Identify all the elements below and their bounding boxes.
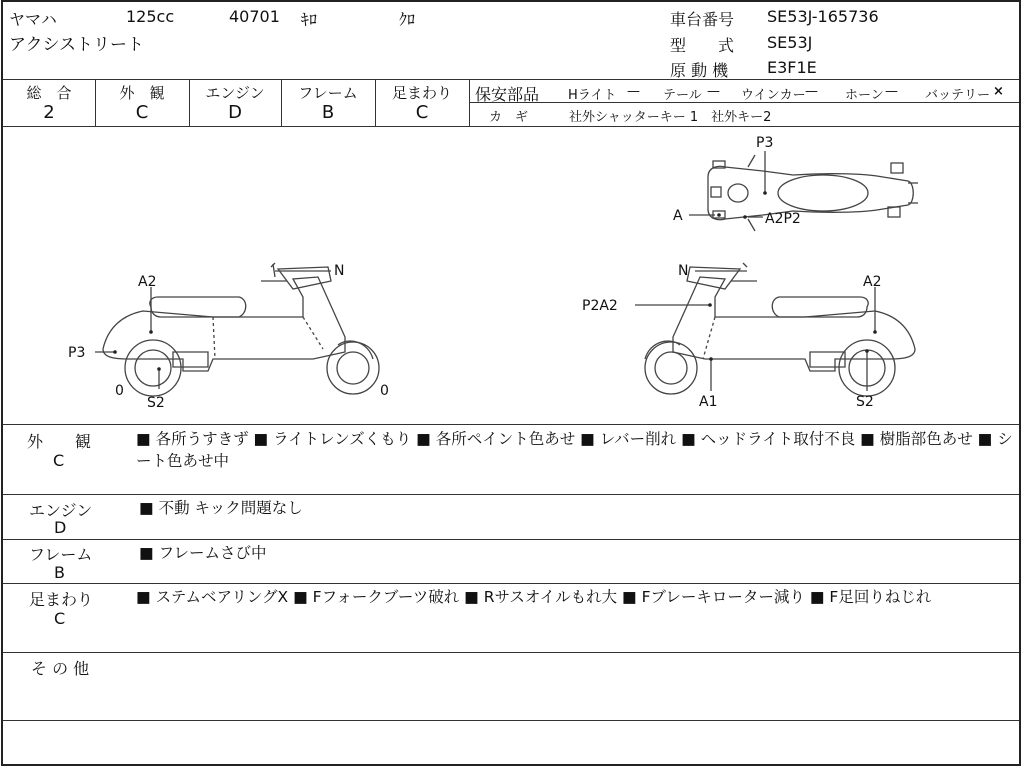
grade-label-exterior: 外 観	[119, 84, 165, 102]
mileage: 40701	[229, 7, 280, 26]
remark-label-engine: エンジン	[29, 501, 93, 520]
diagram-label: N	[678, 263, 689, 279]
headlight-value: —	[627, 84, 640, 99]
model-code: SE53J	[767, 33, 813, 52]
headlight-label: Hライト	[568, 88, 617, 103]
model-label: 型 式	[670, 36, 735, 55]
damage-diagram	[3, 127, 1023, 425]
grade-label-suspension: 足まわり	[391, 84, 452, 102]
frame-number-label: 車台番号	[670, 10, 735, 29]
battery-value: ×	[993, 84, 1004, 99]
grade-label-frame: フレーム	[298, 84, 358, 102]
displacement: 125cc	[126, 7, 175, 26]
grade-value-engine: D	[228, 102, 242, 123]
battery-label: バッテリー	[925, 88, 991, 103]
tail-value: —	[707, 84, 720, 99]
diagram-label: S2	[856, 394, 874, 410]
remark-label-exterior: 外 観	[27, 432, 92, 451]
grade-value-overall: 2	[43, 102, 55, 123]
remark-grade-exterior: C	[53, 451, 65, 470]
diagram-label: A2	[863, 274, 882, 290]
remark-text-engine: ■ 不動 キック問題なし	[139, 499, 303, 517]
divider	[3, 79, 1019, 80]
diagram-label: P3	[756, 135, 774, 151]
frame-number: SE53J-165736	[767, 7, 879, 26]
diagram-label: A2P2	[765, 211, 801, 227]
horn-label: ホーン	[845, 88, 884, 103]
diagram-label: A1	[699, 394, 718, 410]
remark-label-frame: フレーム	[29, 545, 93, 564]
diagram-label: P2A2	[582, 298, 618, 314]
grade-label-overall: 総 合	[26, 84, 72, 102]
mileage-unit: ｷﾛ	[301, 10, 318, 29]
grade-label-engine: エンジン	[205, 84, 265, 102]
diagram-label: P3	[68, 345, 86, 361]
diagram-label: A	[673, 208, 683, 224]
tail-label: テール	[663, 88, 702, 103]
remark-label-other: そ の 他	[31, 659, 90, 678]
diagram-label: 0	[380, 383, 389, 399]
remark-text-exterior: ■ 各所うすきず ■ ライトレンズくもり ■ 各所ペイント色あせ ■ レバー削れ ■ ヘッドライト取付不良 ■ 樹脂部色あせ ■ シート色あせ中	[136, 430, 1013, 470]
diagram-label: N	[334, 263, 345, 279]
safety-label: 保安部品	[475, 85, 540, 104]
horn-value: —	[885, 84, 898, 99]
diagram-label: A2	[138, 274, 157, 290]
engine-code: E3F1E	[767, 58, 817, 77]
grade-value-frame: B	[321, 102, 335, 123]
remark-label-suspension: 足まわり	[29, 590, 94, 609]
color: ｸﾛ	[399, 10, 416, 29]
key-label: カ ギ	[489, 110, 529, 125]
grade-value-suspension: C	[415, 102, 429, 123]
maker: ヤマハ	[9, 10, 57, 29]
inspection-sheet	[1, 0, 1021, 766]
remark-grade-suspension: C	[54, 609, 66, 628]
model-name: アクシストリート	[9, 35, 144, 55]
winker-value: —	[805, 84, 818, 99]
remark-text-suspension: ■ ステムベアリングX ■ Fフォークブーツ破れ ■ Rサスオイルもれ大 ■ Fブレーキローター減り ■ F足回りねじれ	[136, 588, 932, 606]
diagram-label: S2	[147, 395, 165, 411]
winker-label: ウインカー	[741, 88, 806, 103]
engine-label: 原 動 機	[670, 61, 729, 80]
remark-text-frame: ■ フレームさび中	[139, 544, 267, 562]
grade-value-exterior: C	[135, 102, 149, 123]
scooter-top-view	[708, 155, 918, 231]
remark-grade-frame: B	[54, 563, 65, 582]
key-value: 社外シャッターキー 1 社外キー2	[569, 110, 772, 125]
diagram-label: 0	[115, 383, 124, 399]
remark-grade-engine: D	[54, 518, 67, 537]
